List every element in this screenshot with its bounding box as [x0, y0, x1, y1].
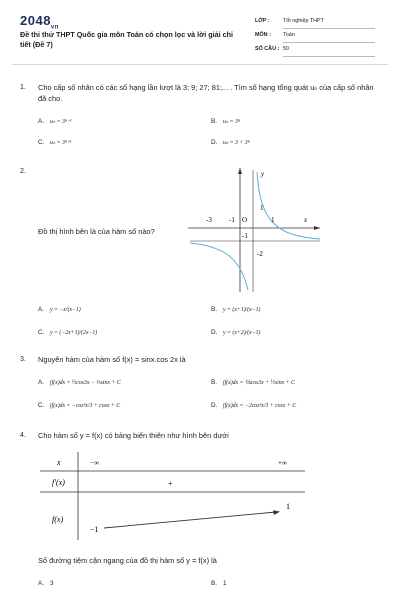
- derivative-row-label: f′(x): [52, 478, 65, 487]
- option-text: uₙ = 3 + 3ⁿ: [223, 140, 250, 146]
- x-left-value: −∞: [90, 459, 99, 467]
- x-axis-label: x: [304, 216, 308, 224]
- option-text: 1: [223, 580, 227, 587]
- tick-label: -3: [206, 216, 212, 224]
- option-text: 3: [50, 580, 54, 587]
- option-text: y = −x/(x−1): [50, 307, 81, 313]
- class-row: [255, 16, 375, 30]
- q3-option-a[interactable]: [38, 379, 121, 386]
- function-row-label: f(x): [52, 515, 64, 524]
- option-text: uₙ = 3ⁿ: [223, 119, 240, 125]
- class-label: LỚP :: [255, 18, 270, 24]
- option-text: y = (x+1)/(x−1): [223, 307, 261, 313]
- class-underline: [283, 28, 375, 29]
- option-text: y = (−2x+1)/(2x−1): [50, 330, 98, 336]
- q4-option-b[interactable]: [211, 580, 227, 587]
- divider: [12, 64, 388, 65]
- tick-label: -2: [257, 250, 263, 258]
- function-high-value: 1: [286, 502, 290, 511]
- option-key: C.: [38, 329, 45, 336]
- tick-label: 1: [271, 216, 275, 224]
- curve-right-branch: [257, 172, 320, 239]
- option-text: uₙ = 3ⁿ⁻¹: [50, 119, 72, 125]
- option-key: B.: [211, 118, 218, 125]
- option-key: D.: [211, 139, 218, 146]
- option-key: A.: [38, 379, 45, 386]
- tick-label: -1: [242, 232, 248, 240]
- option-key: C.: [38, 402, 45, 409]
- option-key: A.: [38, 580, 45, 587]
- option-key: D.: [211, 402, 218, 409]
- option-text: ∫f(x)dx = −2cos³x/3 + cosx + C: [223, 403, 297, 409]
- y-axis-label: y: [261, 170, 265, 178]
- option-key: B.: [211, 306, 218, 313]
- tick-label: -1: [229, 216, 235, 224]
- count-underline: [283, 56, 375, 57]
- y-axis-arrow: [238, 168, 242, 174]
- option-key: A.: [38, 306, 45, 313]
- q2-text: Đồ thị hình bên là của hàm số nào?: [38, 227, 155, 236]
- count-label: SỐ CÂU :: [255, 46, 280, 52]
- option-key: A.: [38, 118, 45, 125]
- q4-subquestion: Số đường tiệm cận ngang của đồ thị hàm số y = f(x) là: [38, 556, 217, 565]
- q4-option-a[interactable]: [38, 580, 54, 587]
- q2-option-b[interactable]: [211, 306, 260, 313]
- q3-option-d[interactable]: [211, 402, 296, 409]
- increase-arrowhead: [273, 510, 280, 515]
- count-value: 50: [283, 46, 289, 52]
- q1-option-c[interactable]: [38, 139, 72, 146]
- x-right-value: +∞: [278, 459, 287, 467]
- q3-text: Nguyên hàm của hàm số f(x) = sinx.cos 2x là: [38, 355, 186, 364]
- option-text: uₙ = 3ⁿ⁺¹: [50, 140, 72, 146]
- q3-option-c[interactable]: [38, 402, 120, 409]
- option-text: ∫f(x)dx = ⅙cos3x + ½sinx + C: [223, 380, 295, 386]
- q1-option-b[interactable]: [211, 118, 240, 125]
- option-key: D.: [211, 329, 218, 336]
- q2-option-a[interactable]: [38, 306, 81, 313]
- subject-row: [255, 30, 375, 44]
- q3-number: 3.: [20, 356, 26, 363]
- increase-arrow: [104, 512, 276, 528]
- x-row-label: x: [57, 458, 61, 467]
- q2-option-c[interactable]: [38, 329, 97, 336]
- q3-option-b[interactable]: [211, 379, 295, 386]
- function-graph: [180, 160, 330, 300]
- option-text: ∫f(x)dx = −cos³x/3 + cosx + C: [50, 403, 121, 409]
- option-key: C.: [38, 139, 45, 146]
- subject-label: MÔN :: [255, 32, 271, 38]
- q2-number: 2.: [20, 168, 26, 175]
- x-axis-arrow: [314, 226, 320, 230]
- exam-title: Đề thi thử THPT Quốc gia môn Toán có chọn lọc và lời giải chi tiết (Đề 7): [20, 30, 234, 49]
- q4-number: 4.: [20, 432, 26, 439]
- option-text: ∫f(x)dx = ½cos3x − ⅓sinx + C: [50, 380, 121, 386]
- q1-text: Cho cấp số nhân có các số hạng lần lượt là 3; 9; 27; 81;... . Tìm số hạng tổng quát uₙ của cấp số nhân đã cho.: [38, 83, 374, 103]
- class-value: Tốt nghiệp THPT: [283, 18, 324, 24]
- count-row: [255, 44, 375, 58]
- origin-label: O: [242, 216, 248, 224]
- variation-table: [40, 450, 310, 542]
- subject-value: Toán: [283, 32, 295, 38]
- site-logo: [20, 13, 59, 31]
- curve-left-branch: [190, 243, 248, 290]
- option-key: B.: [211, 379, 218, 386]
- tick-label: 1: [260, 204, 264, 212]
- q4-text: Cho hàm số y = f(x) có bảng biến thiên như hình bên dưới: [38, 431, 229, 440]
- subject-underline: [283, 42, 375, 43]
- q1-option-a[interactable]: [38, 118, 72, 125]
- q1-option-d[interactable]: [211, 139, 249, 146]
- logo-sub: vn: [50, 24, 59, 31]
- option-text: y = (x+2)/(x−1): [223, 330, 261, 336]
- q1-number: 1.: [20, 84, 26, 91]
- derivative-sign: +: [168, 479, 173, 488]
- q2-option-d[interactable]: [211, 329, 260, 336]
- function-low-value: −1: [90, 525, 99, 534]
- logo-text: 2048: [20, 13, 51, 28]
- option-key: B.: [211, 580, 218, 587]
